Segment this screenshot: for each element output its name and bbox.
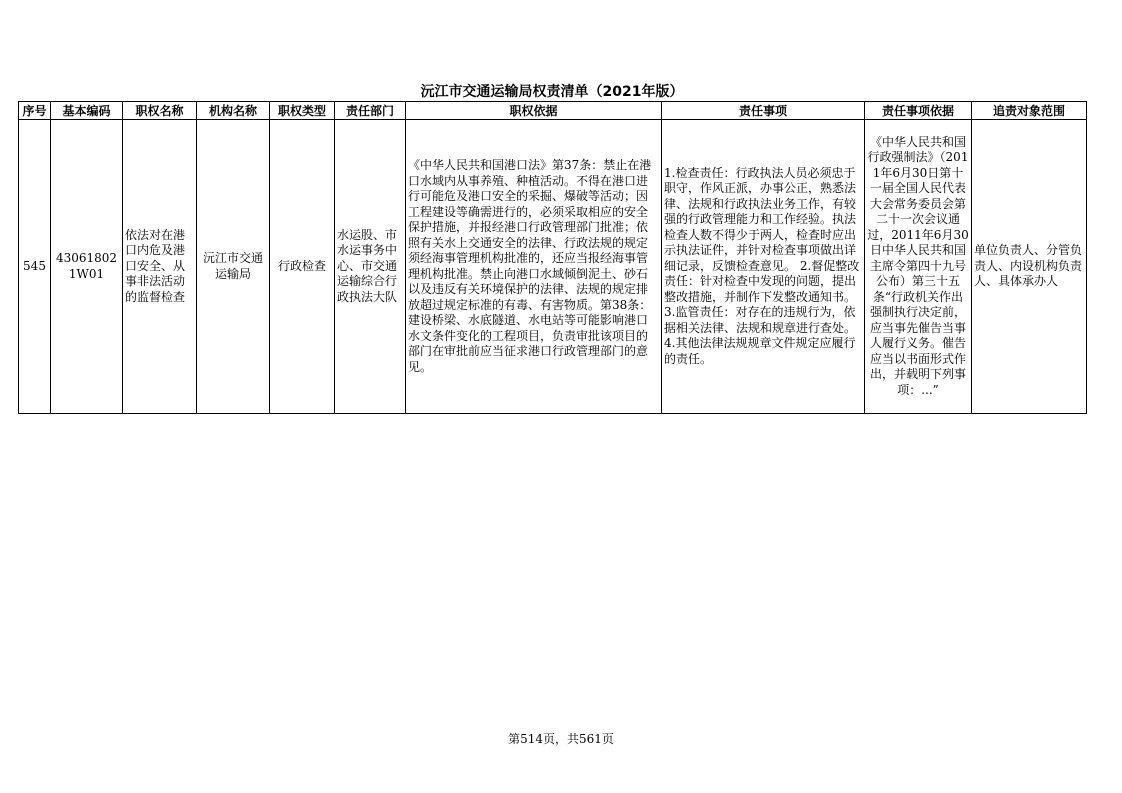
header-power-type: 职权类型 [270, 102, 335, 120]
header-code: 基本编码 [51, 102, 123, 120]
cell-duties: 1.检查责任：行政执法人员必须忠于职守，作风正派，办事公正，熟悉法律、法规和行政执法业务工作，有较强的行政管理能力和工作经验。执法检查人数不得少于两人，检查时应出示执法证件，并针对检查事项做出详细记录，反馈检查意见。 2.督促整改责任：针对检查中发现的问题，提出整改措施，并制作下发整改通知书。 3.监管责任：对存在的违规行为，依据相关法律、法规和规章进行查处。 4.其他法律法规规章文件规定应履行的责任。 [662, 120, 865, 414]
header-duties: 责任事项 [662, 102, 865, 120]
header-org-name: 机构名称 [197, 102, 270, 120]
power-list-table [18, 101, 1087, 414]
header-duty-basis: 责任事项依据 [865, 102, 972, 120]
cell-accountability: 单位负责人、分管负责人、内设机构负责人、具体承办人 [972, 120, 1087, 414]
document-title: 沅江市交通运输局权责清单（2021年版） [420, 84, 684, 100]
header-index: 序号 [19, 102, 51, 120]
cell-power-type: 行政检查 [270, 120, 335, 414]
page-number: 第514页，共561页 [508, 732, 614, 746]
header-row [19, 102, 1087, 120]
cell-index: 545 [19, 120, 51, 414]
cell-org-name: 沅江市交通运输局 [197, 120, 270, 414]
header-department: 责任部门 [335, 102, 406, 120]
cell-power-name: 依法对在港口内危及港口安全、从事非法活动的监督检查 [123, 120, 197, 414]
header-accountability: 追责对象范围 [972, 102, 1087, 120]
table-row [19, 120, 1087, 414]
header-power-name: 职权名称 [123, 102, 197, 120]
cell-department: 水运股、市水运事务中心、市交通运输综合行政执法大队 [335, 120, 406, 414]
cell-code: 430618021W01 [51, 120, 123, 414]
cell-basis: 《中华人民共和国港口法》第37条：禁止在港口水域内从事养殖、种植活动。不得在港口进行可能危及港口安全的采掘、爆破等活动；因工程建设等确需进行的，必须采取相应的安全保护措施，并报经港口行政管理部门批准；依照有关水上交通安全的法律、行政法规的规定须经海事管理机构批准的，还应当报经海事管理机构批准。禁止向港口水域倾倒泥土、砂石以及违反有关环境保护的法律、法规的规定排放超过规定标准的有毒、有害物质。第38条：建设桥梁、水底隧道、水电站等可能影响港口水文条件变化的工程项目，负责审批该项目的部门在审批前应当征求港口行政管理部门的意见。 [406, 120, 662, 414]
header-basis: 职权依据 [406, 102, 662, 120]
cell-duty-basis: 《中华人民共和国行政强制法》（2011年6月30日第十一届全国人民代表大会常务委员会第二十一次会议通过，2011年6月30日中华人民共和国主席令第四十九号公布）第三十五条“行政机关作出强制执行决定前，应当事先催告当事人履行义务。催告应当以书面形式作出，并载明下列事项：...” [865, 120, 972, 414]
